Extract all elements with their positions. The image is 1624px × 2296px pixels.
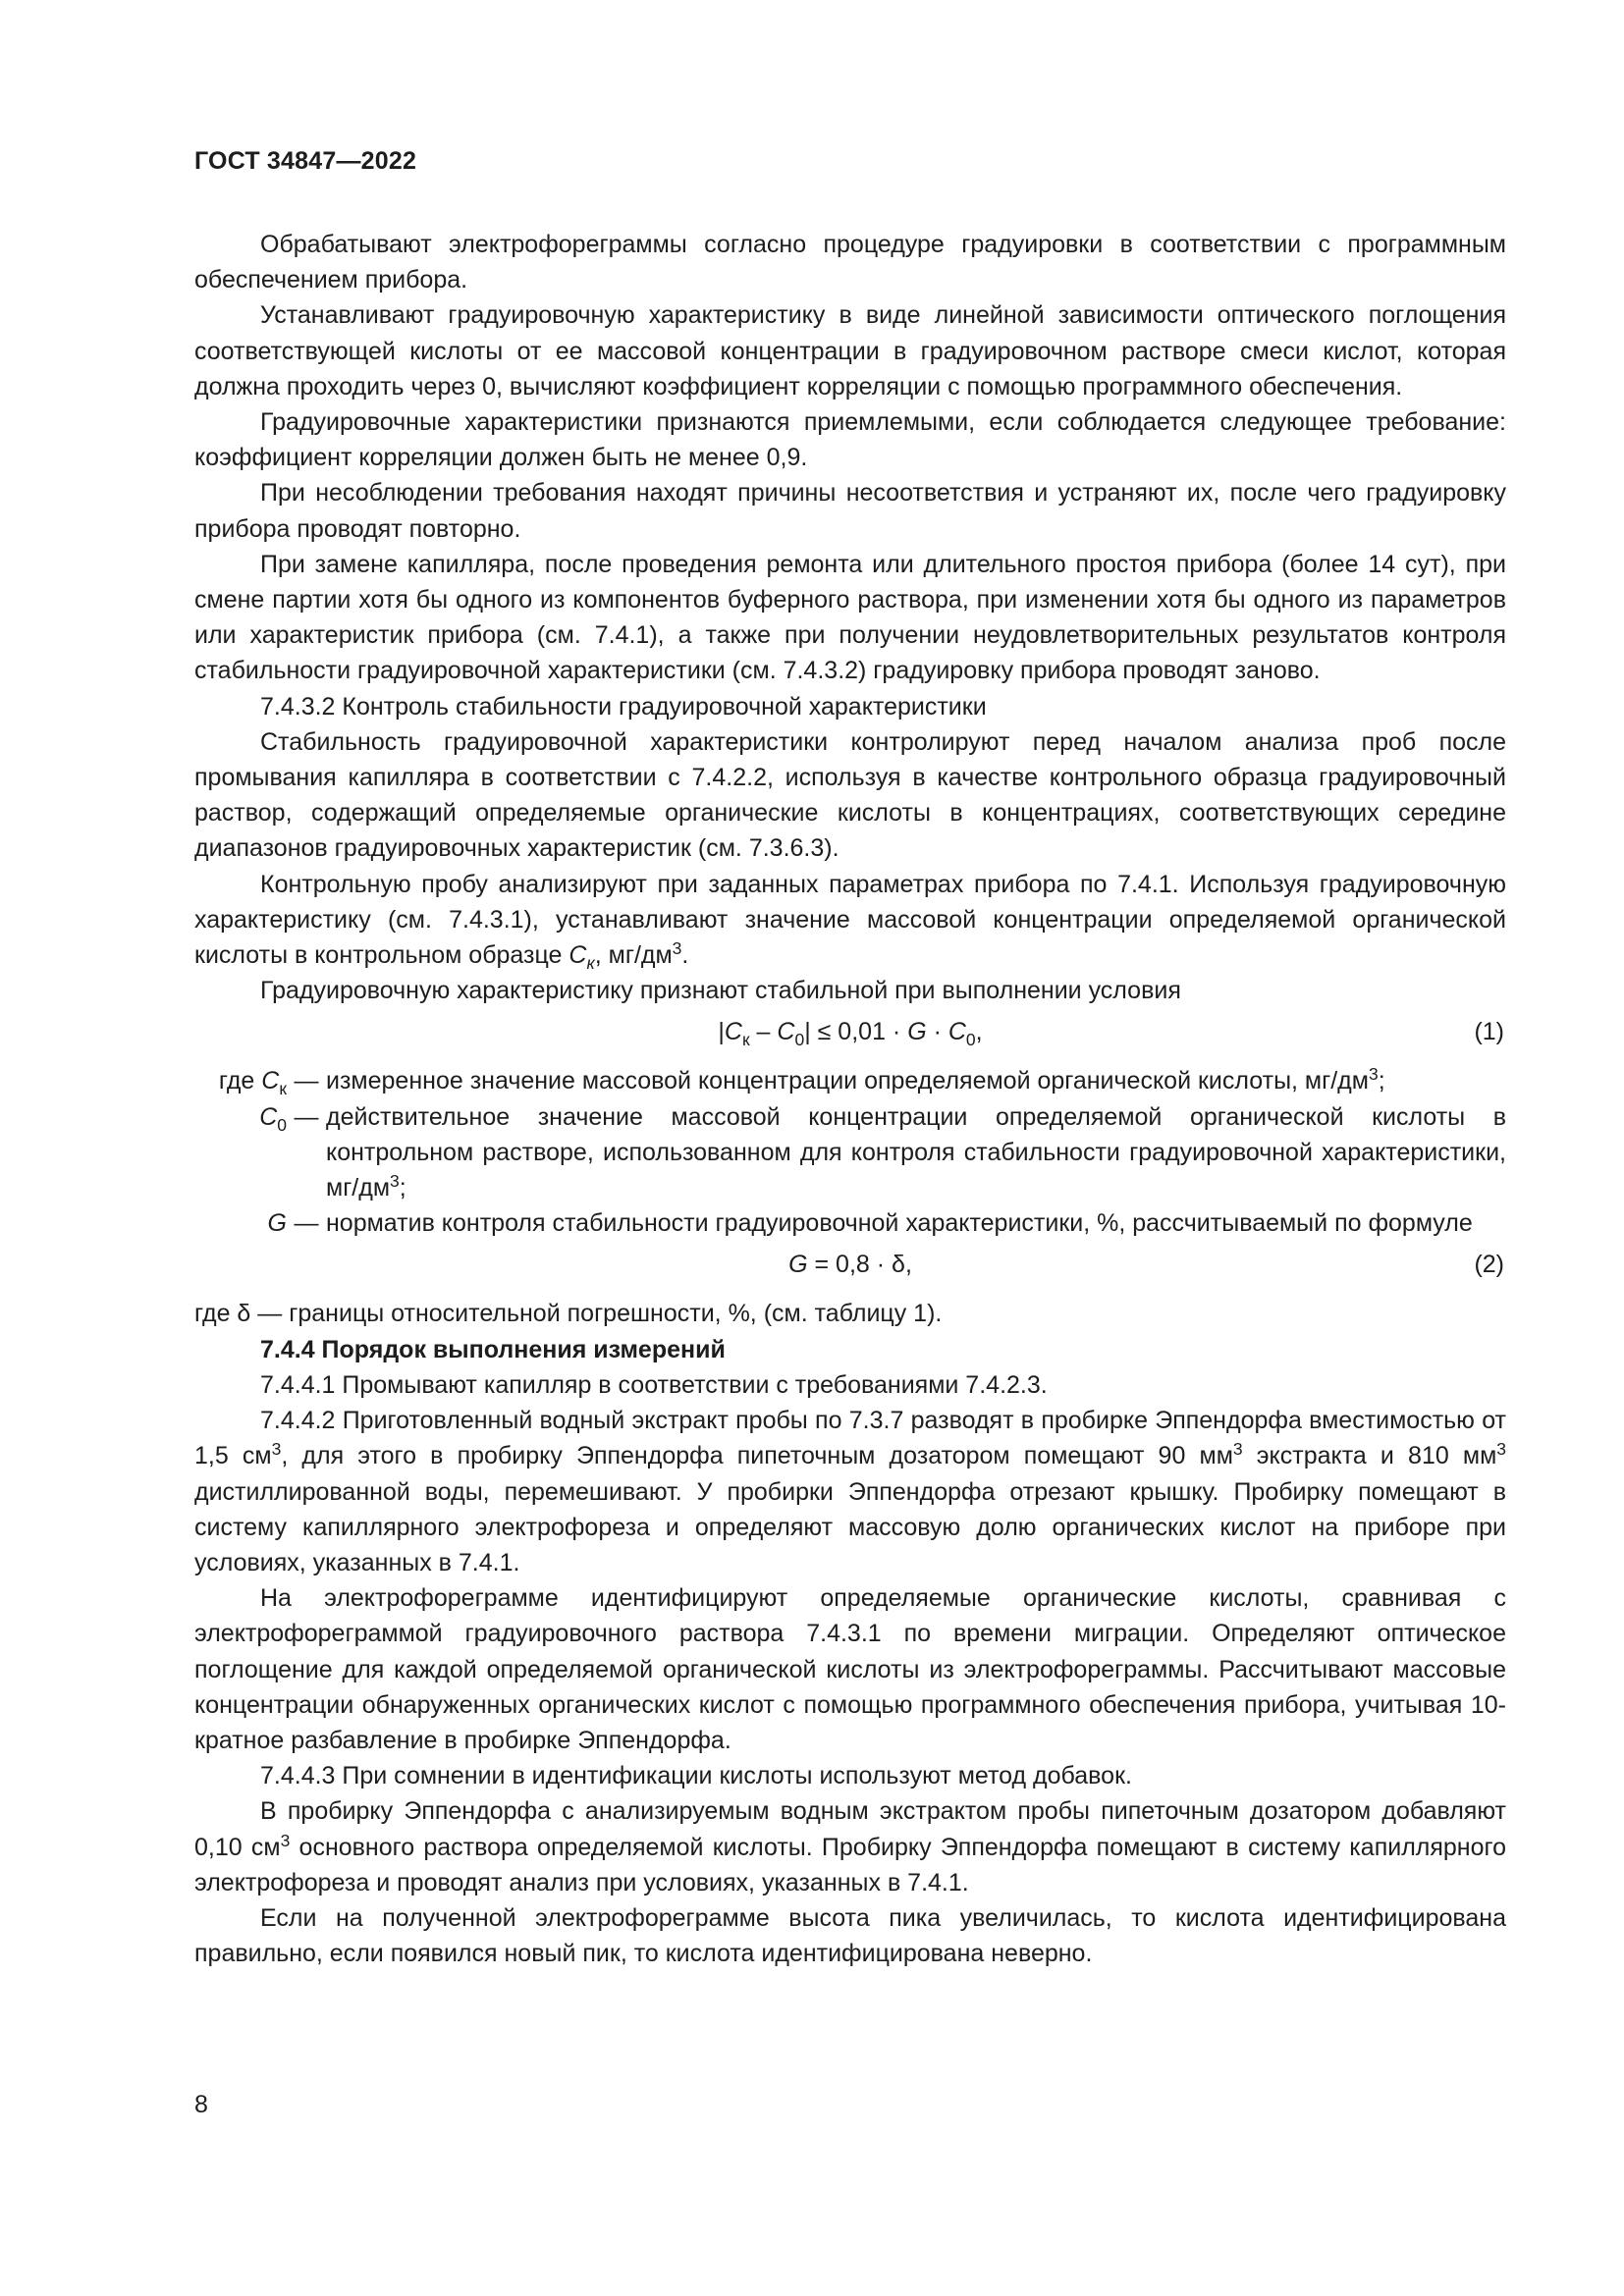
paragraph: 7.4.4.1 Промывают капилляр в соответствии с требованиями 7.4.2.3. bbox=[260, 1370, 1048, 1399]
where-item-c0: $C_0$ — действительное значение массовой концентрации определяемой органической кислоты в контрольном растворе, использованном для контроля стабильности градуировочной характеристики, $мг/дм^3$; bbox=[259, 1102, 1506, 1202]
paragraph: Градуировочную характеристику признают стабильной при выполнении условия bbox=[260, 977, 1181, 1005]
paragraph: На электрофореграмме идентифицируют определяемые органические кислоты, сравнивая с электрофореграммой градуировочного раствора 7.4.3.1 по времени миграции. Определяют оптическое поглощение для каждой определяемой органической кислоты из электрофореграммы. Рассчитывают массовые концентрации обнаруженных органических кислот с помощью программного обеспечения прибора, учитывая 10-кратное разбавление в пробирке Эппендорфа. bbox=[194, 1584, 1506, 1754]
paragraph: Стабильность градуировочной характеристики контролируют перед началом анализа проб после промывания капилляра в соответствии с 7.4.2.2, используя в качестве контрольного образца градуировочный раствор, содержащий определяемые органические кислоты в концентрациях, соответствующих середине диапазонов градуировочных характеристик (см. 7.3.6.3). bbox=[194, 727, 1506, 863]
equation-formula: $|C_к - C_0| \le 0,01 \cdot G \cdot C_0$, bbox=[718, 1018, 983, 1050]
standard-header: ГОСТ 34847—2022 bbox=[194, 147, 417, 175]
paragraph: В пробирку Эппендорфа с анализируемым водным экстрактом пробы пипеточным дозатором добавляют 0,10 $см^3$ основного раствора определяемой кислоты. Пробирку Эппендорфа помещают в систему капиллярного электрофореза и проводят анализ при условиях, указанных в 7.4.1. bbox=[194, 1797, 1506, 1896]
equation-2 bbox=[194, 1243, 1506, 1296]
equation-number: (1) bbox=[1474, 1018, 1504, 1046]
paragraph: Контрольную пробу анализируют при заданных параметрах прибора по 7.4.1. Используя градуировочную характеристику (см. 7.4.3.1), устанавливают значение массовой концентрации определяемой органической кислоты в контрольном образце $C_к$, $мг/дм^3$. bbox=[194, 870, 1506, 974]
equation-formula: G = 0,8 · δ, bbox=[788, 1251, 912, 1279]
where-delta: где δ — границы относительной погрешности, %, (см. таблицу 1). bbox=[194, 1300, 943, 1328]
paragraph: Устанавливают градуировочную характеристику в виде линейной зависимости оптического поглощения соответствующей кислоты от ее массовой концентрации в градуировочном растворе смеси кислот, которая должна проходить через 0, вычисляют коэффициент корреляции с помощью программного обеспечения. bbox=[194, 301, 1506, 400]
paragraph: Обрабатывают электрофореграммы согласно процедуре градуировки в соответствии с программным обеспечением прибора. bbox=[194, 231, 1506, 294]
paragraph: Если на полученной электрофореграмме высота пика увеличилась, то кислота идентифицирована правильно, если появился новый пик, то кислота идентифицирована неверно. bbox=[194, 1903, 1506, 1968]
paragraph: 7.4.4.3 При сомнении в идентификации кислоты используют метод добавок. bbox=[260, 1762, 1132, 1790]
paragraph: При замене капилляра, после проведения ремонта или длительного простоя прибора (более 14 сут), при смене партии хотя бы одного из компонентов буферного раствора, при изменении хотя бы одного из параметров или характеристик прибора (см. 7.4.1), а также при получении неудовлетворительных результатов контроля стабильности градуировочной характеристики (см. 7.4.3.2) градуировку прибора проводят заново. bbox=[194, 550, 1506, 685]
page-number: 8 bbox=[194, 2091, 208, 2118]
paragraph: При несоблюдении требования находят причины несоответствия и устраняют их, после чего градуировку прибора проводят повторно. bbox=[194, 479, 1506, 543]
where-item-ck: где $C_к$ — измеренное значение массовой концентрации определяемой органической кислоты, $мг/дм^3$; bbox=[218, 1064, 1385, 1099]
section-heading-7-4-3-2: 7.4.3.2 Контроль стабильности градуировочной характеристики bbox=[260, 692, 987, 721]
paragraph: 7.4.4.2 Приготовленный водный экстракт пробы по 7.3.7 разводят в пробирке Эппендорфа вместимостью от 1,5 $см^3$, для этого в пробирку Эппендорфа пипеточным дозатором помещают 90 $мм^3$ экстракта и 810 $мм^3$ дистиллированной воды, перемешивают. У пробирки Эппендорфа отрезают крышку. Пробирку помещают в систему капиллярного электрофореза и определяют массовую долю органических кислот на приборе при условиях, указанных в 7.4.1. bbox=[194, 1407, 1507, 1576]
equation-number: (2) bbox=[1474, 1251, 1504, 1279]
equation-1 bbox=[194, 1010, 1506, 1063]
paragraph: Градуировочные характеристики признаются приемлемыми, если соблюдается следующее требование: коэффициент корреляции должен быть не менее 0,9. bbox=[194, 408, 1506, 472]
document-body bbox=[194, 227, 1506, 1971]
where-item-g: G — норматив контроля стабильности градуировочной характеристики, %, рассчитываемый по формуле bbox=[267, 1209, 1473, 1238]
section-heading-7-4-4: 7.4.4 Порядок выполнения измерений bbox=[260, 1335, 726, 1363]
